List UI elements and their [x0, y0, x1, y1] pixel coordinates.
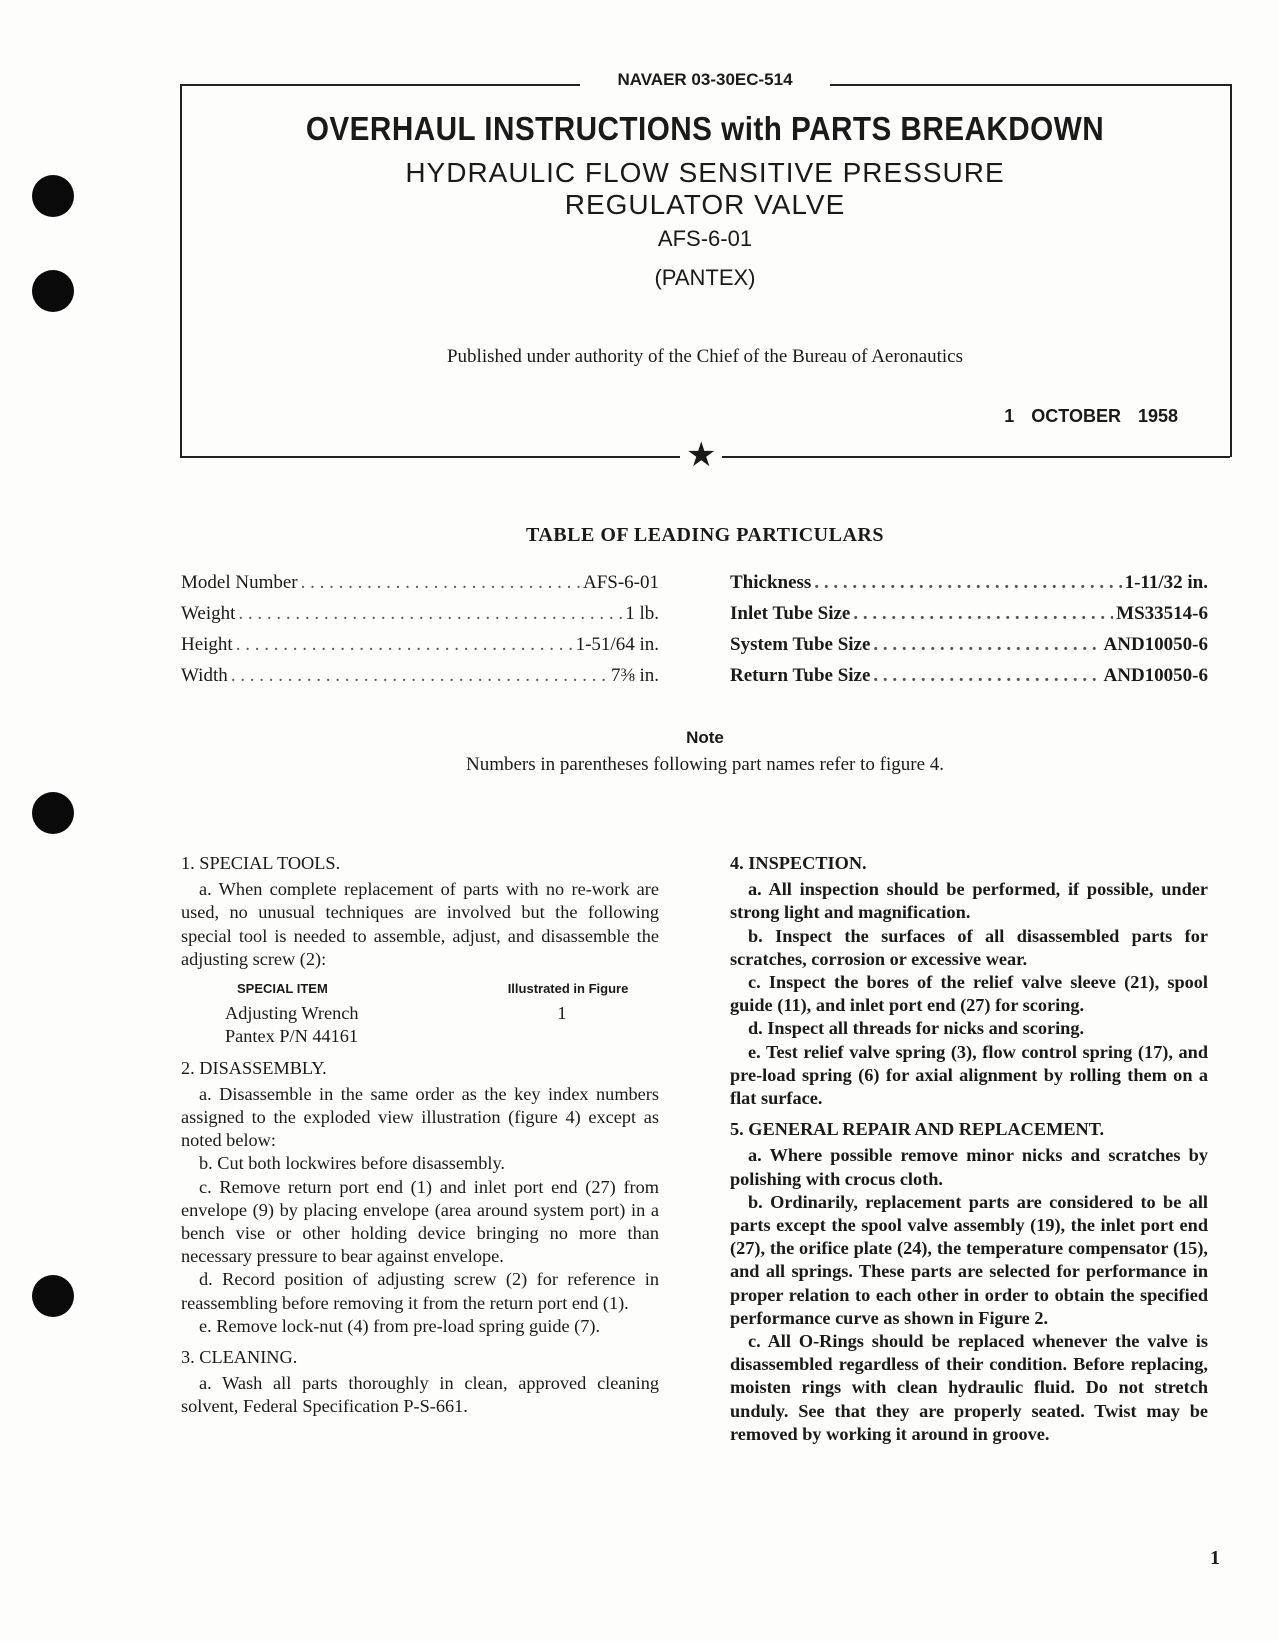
- particulars-title: TABLE OF LEADING PARTICULARS: [526, 524, 884, 546]
- bottom-rule-left: [180, 456, 680, 458]
- punch-hole: [32, 1275, 74, 1317]
- column-header: SPECIAL ITEM: [237, 981, 328, 997]
- section-heading: 3. CLEANING.: [181, 1347, 298, 1368]
- paragraph: a. Wash all parts thoroughly in clean, approved cleaning solvent, Federal Specification P-S-661.: [181, 1373, 659, 1417]
- manufacturer: (PANTEX): [654, 265, 756, 290]
- particular-row: [181, 665, 659, 687]
- bottom-rule-right: [722, 456, 1230, 458]
- tool-row: [181, 1002, 659, 1048]
- paragraph: a. All inspection should be performed, if possible, under strong light and magnification.: [730, 879, 1208, 923]
- special-tools-table: [181, 977, 659, 1000]
- value: MS33514-6: [1116, 603, 1208, 624]
- section-heading: 5. GENERAL REPAIR AND REPLACEMENT.: [730, 1119, 1105, 1140]
- paragraph: c. Remove return port end (1) and inlet port end (27) from envelope (9) by placing envelope (area around system port) in a bench vise or other holding device bringing no more than necessary pressure to bear against envelope.: [181, 1176, 659, 1267]
- label: Return Tube Size: [730, 665, 871, 686]
- tool-figure: 1: [557, 1003, 567, 1024]
- label: Weight: [181, 603, 236, 624]
- punch-hole: [32, 792, 74, 834]
- section-heading: 2. DISASSEMBLY.: [181, 1057, 327, 1078]
- particular-row: [730, 665, 1208, 687]
- paragraph: b. Inspect the surfaces of all disassembled parts for scratches, corrosion or excessive wear.: [730, 925, 1208, 969]
- paragraph: d. Record position of adjusting screw (2) for reference in reassembling before removing it from the return port end (1).: [181, 1269, 659, 1313]
- particular-row: [181, 572, 659, 594]
- particular-row: [730, 572, 1208, 594]
- section-heading: 1. SPECIAL TOOLS.: [181, 853, 341, 873]
- value: AND10050-6: [1103, 634, 1208, 655]
- model-number: AFS-6-01: [657, 226, 753, 251]
- punch-hole: [32, 270, 74, 312]
- paragraph: b. Cut both lockwires before disassembly.: [199, 1153, 505, 1174]
- label: Width: [181, 665, 228, 686]
- label: System Tube Size: [730, 634, 871, 655]
- paragraph: a. When complete replacement of parts with no re-work are used, no unusual techniques are involved but the following special tool is needed to assemble, adjust, and disassemble the adjusting screw (2):: [181, 879, 659, 969]
- paragraph: a. Where possible remove minor nicks and scratches by polishing with crocus cloth.: [730, 1145, 1208, 1189]
- subtitle-line1: HYDRAULIC FLOW SENSITIVE PRESSURE: [405, 157, 1005, 188]
- paragraph: e. Test relief valve spring (3), flow control spring (17), and pre-load spring (6) for axial alignment by rolling them on a flat surface.: [730, 1041, 1208, 1109]
- column-header: Illustrated in Figure: [507, 981, 629, 997]
- note-text: Numbers in parentheses following part names refer to figure 4.: [465, 754, 944, 775]
- label: Model Number: [181, 572, 298, 593]
- right-column: [730, 852, 1208, 1446]
- value: 1-11/32 in.: [1124, 572, 1208, 593]
- doc-title: OVERHAUL INSTRUCTIONS with PARTS BREAKDOWN: [305, 110, 1105, 147]
- doc-number: NAVAER 03-30EC-514: [580, 70, 830, 90]
- left-column: [181, 852, 659, 1419]
- paragraph: e. Remove lock-nut (4) from pre-load spring guide (7).: [199, 1315, 601, 1336]
- paragraph: d. Inspect all threads for nicks and scoring.: [748, 1018, 1085, 1039]
- particular-row: [730, 603, 1208, 625]
- value: 1 lb.: [625, 603, 659, 624]
- value: AND10050-6: [1103, 665, 1208, 686]
- value: 7⅜ in.: [610, 665, 659, 686]
- label: Inlet Tube Size: [730, 603, 851, 624]
- paragraph: a. Disassemble in the same order as the key index numbers assigned to the exploded view illustration (figure 4) except as noted below:: [181, 1083, 659, 1151]
- label: Thickness: [730, 572, 812, 593]
- tool-part-number: Pantex P/N 44161: [225, 1026, 359, 1047]
- particular-row: [730, 634, 1208, 656]
- particular-row: [181, 603, 659, 625]
- paragraph: c. All O-Rings should be replaced whenever the valve is disassembled regardless of their condition. Before replacing, moisten rings with clean hydraulic fluid. Do not stretch unduly. See that they are properly seated. Twist may be removed by working it around in groove.: [730, 1331, 1208, 1444]
- punch-hole: [32, 175, 74, 217]
- publication-date: 1 OCTOBER 1958: [1004, 406, 1178, 426]
- paragraph: b. Ordinarily, replacement parts are considered to be all parts except the spool valve assembly (19), the inlet port end (27), the orifice plate (24), the temperature compensator (15), and all springs. These parts are selected for performance in proper relation to each other in order to obtain the specified performance curve as shown in Figure 2.: [730, 1191, 1208, 1328]
- authority-line: Published under authority of the Chief of the Bureau of Aeronautics: [446, 346, 964, 367]
- section-heading: 4. INSPECTION.: [730, 853, 867, 873]
- value: AFS-6-01: [582, 572, 659, 593]
- particular-row: [181, 634, 659, 656]
- page-number: 1: [1210, 1547, 1220, 1569]
- value: 1-51/64 in.: [575, 634, 659, 655]
- note-heading: Note: [686, 728, 724, 747]
- star-icon: ★: [686, 437, 717, 474]
- label: Height: [181, 634, 233, 655]
- paragraph: c. Inspect the bores of the relief valve sleeve (21), spool guide (11), and inlet port end (27) for scoring.: [730, 972, 1208, 1016]
- tool-name: Adjusting Wrench: [225, 1003, 359, 1024]
- subtitle-line2: REGULATOR VALVE: [564, 189, 846, 220]
